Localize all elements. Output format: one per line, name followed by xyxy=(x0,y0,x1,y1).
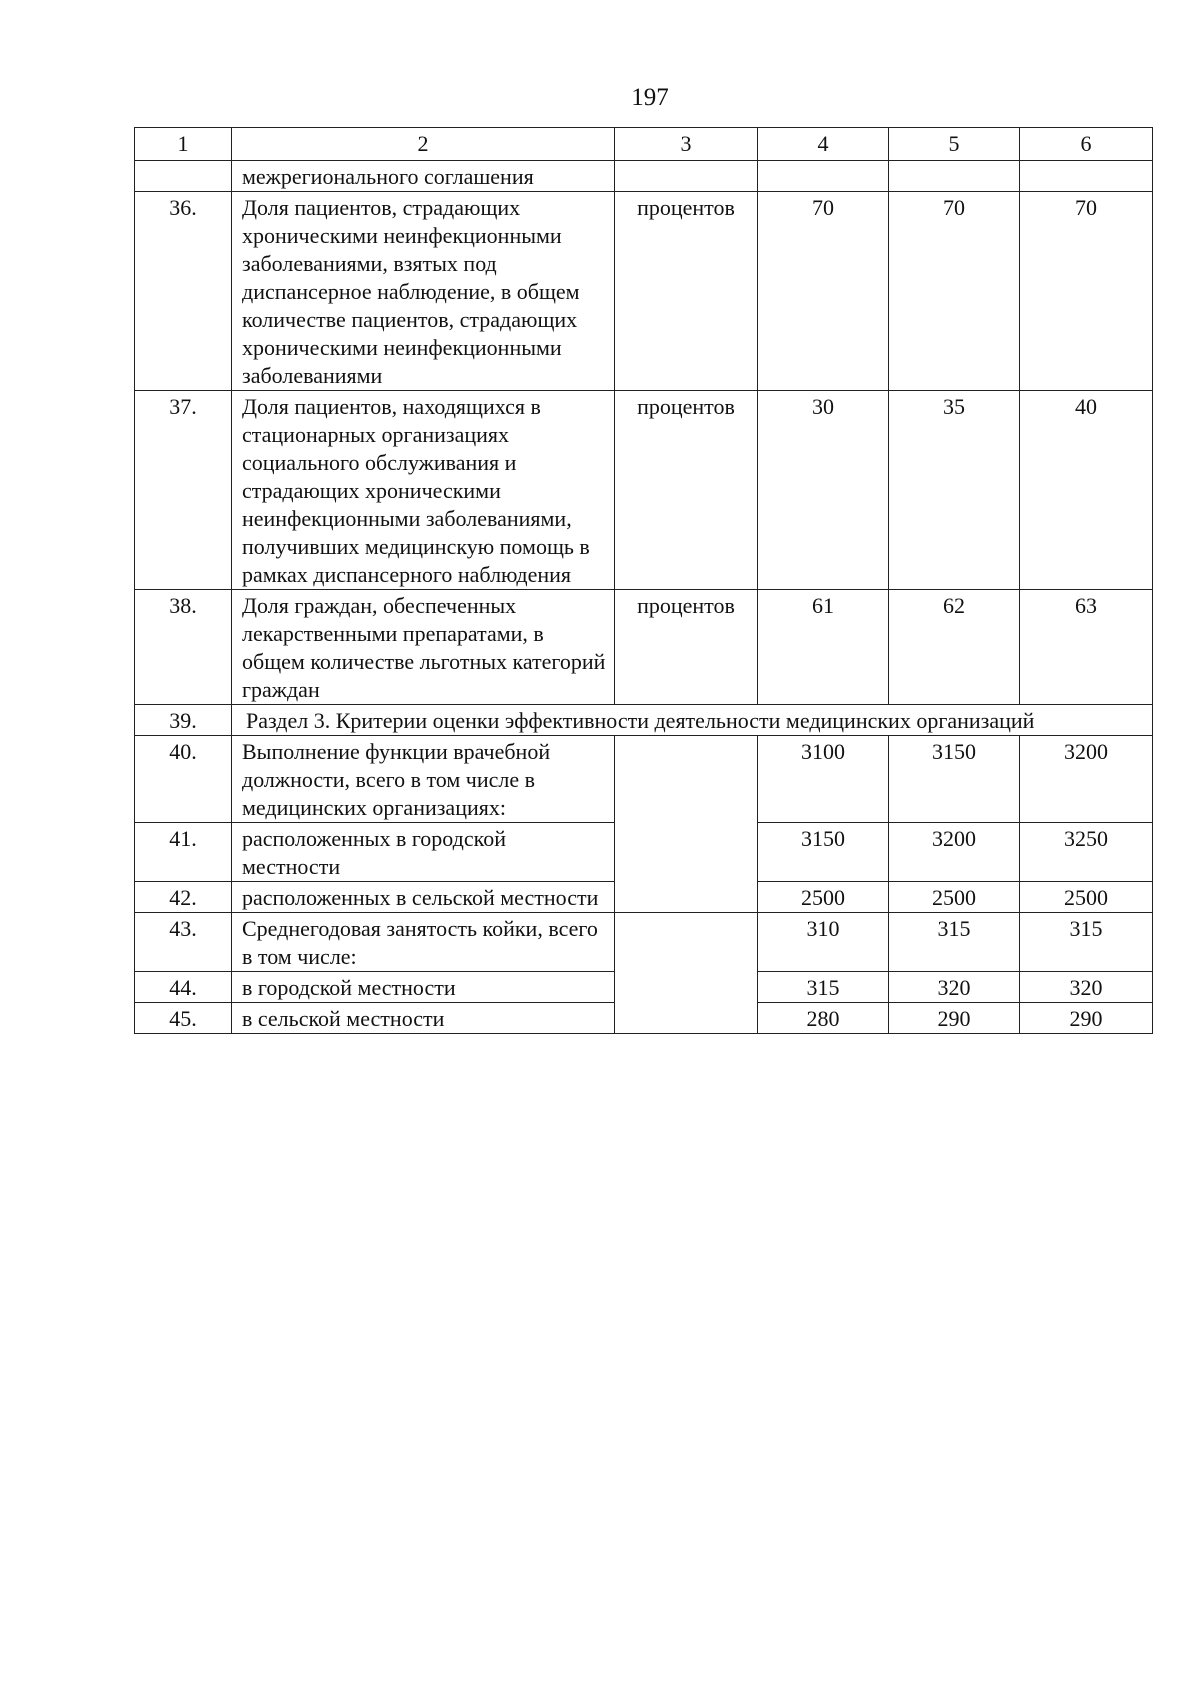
col-header-1: 1 xyxy=(135,128,232,161)
unit: процентов xyxy=(615,391,758,590)
value-col-4: 3150 xyxy=(758,823,889,882)
row-number: 42. xyxy=(135,882,232,913)
indicators-table xyxy=(134,127,1153,1034)
value-col-4: 280 xyxy=(758,1003,889,1034)
unit xyxy=(615,913,758,1034)
unit: процентов xyxy=(615,192,758,391)
indicator-text: Выполнение функции врачебной должности, всего в том числе в медицинских организациях: xyxy=(232,736,615,823)
page-number: 197 xyxy=(631,84,669,111)
unit xyxy=(615,736,758,913)
value-col-4: 61 xyxy=(758,590,889,705)
value-col-4: 70 xyxy=(758,192,889,391)
value-col-4: 2500 xyxy=(758,882,889,913)
row-number: 39. xyxy=(135,705,232,736)
indicator-text: Доля пациентов, страдающих хроническими неинфекционными заболеваниями, взятых под диспансерное наблюдение, в общем количестве пациентов, страдающих хроническими неинфекционными заболеваниями xyxy=(232,192,615,391)
section-row xyxy=(135,705,1153,736)
carry-over-text: межрегионального соглашения xyxy=(232,161,615,192)
value-col-6: 2500 xyxy=(1020,882,1153,913)
value-col-6: 320 xyxy=(1020,972,1153,1003)
value-col-4: 310 xyxy=(758,913,889,972)
value-col-6: 3200 xyxy=(1020,736,1153,823)
value-col-4: 315 xyxy=(758,972,889,1003)
table-row xyxy=(135,590,1153,705)
value-col-5: 3150 xyxy=(889,736,1020,823)
value-col-5: 35 xyxy=(889,391,1020,590)
value-col-5: 2500 xyxy=(889,882,1020,913)
indicator-text: Доля пациентов, находящихся в стационарных организациях социального обслуживания и страдающих хроническими неинфекционными заболеваниями, получивших медицинскую помощь в рамках диспансерного наблюдения xyxy=(232,391,615,590)
indicator-text: в сельской местности xyxy=(232,1003,615,1034)
value-col-6: 40 xyxy=(1020,391,1153,590)
value-col-6: 70 xyxy=(1020,192,1153,391)
table-row xyxy=(135,192,1153,391)
row-number: 38. xyxy=(135,590,232,705)
value-col-5: 315 xyxy=(889,913,1020,972)
col-header-6: 6 xyxy=(1020,128,1153,161)
table-row xyxy=(135,161,1153,192)
value-col-5: 320 xyxy=(889,972,1020,1003)
col-header-5: 5 xyxy=(889,128,1020,161)
value-col-5: 290 xyxy=(889,1003,1020,1034)
row-number: 44. xyxy=(135,972,232,1003)
value-col-6: 3250 xyxy=(1020,823,1153,882)
indicator-text: Среднегодовая занятость койки, всего в том числе: xyxy=(232,913,615,972)
indicator-text: расположенных в городской местности xyxy=(232,823,615,882)
column-numbers-row xyxy=(135,128,1153,161)
value-col-6: 290 xyxy=(1020,1003,1153,1034)
table-row xyxy=(135,391,1153,590)
row-number: 43. xyxy=(135,913,232,972)
row-number: 36. xyxy=(135,192,232,391)
value-col-5: 70 xyxy=(889,192,1020,391)
indicator-text: в городской местности xyxy=(232,972,615,1003)
col-header-2: 2 xyxy=(232,128,615,161)
value-col-5: 62 xyxy=(889,590,1020,705)
value-col-5: 3200 xyxy=(889,823,1020,882)
value-col-4: 3100 xyxy=(758,736,889,823)
row-number: 37. xyxy=(135,391,232,590)
row-number: 41. xyxy=(135,823,232,882)
value-col-6: 63 xyxy=(1020,590,1153,705)
unit: процентов xyxy=(615,590,758,705)
indicator-text: Доля граждан, обеспеченных лекарственными препаратами, в общем количестве льготных категорий граждан xyxy=(232,590,615,705)
section-heading: Раздел 3. Критерии оценки эффективности деятельности медицинских организаций xyxy=(232,705,1153,736)
table-row xyxy=(135,736,1153,823)
row-number: 40. xyxy=(135,736,232,823)
value-col-4: 30 xyxy=(758,391,889,590)
col-header-3: 3 xyxy=(615,128,758,161)
row-number: 45. xyxy=(135,1003,232,1034)
value-col-6: 315 xyxy=(1020,913,1153,972)
table-row xyxy=(135,913,1153,972)
col-header-4: 4 xyxy=(758,128,889,161)
indicator-text: расположенных в сельской местности xyxy=(232,882,615,913)
